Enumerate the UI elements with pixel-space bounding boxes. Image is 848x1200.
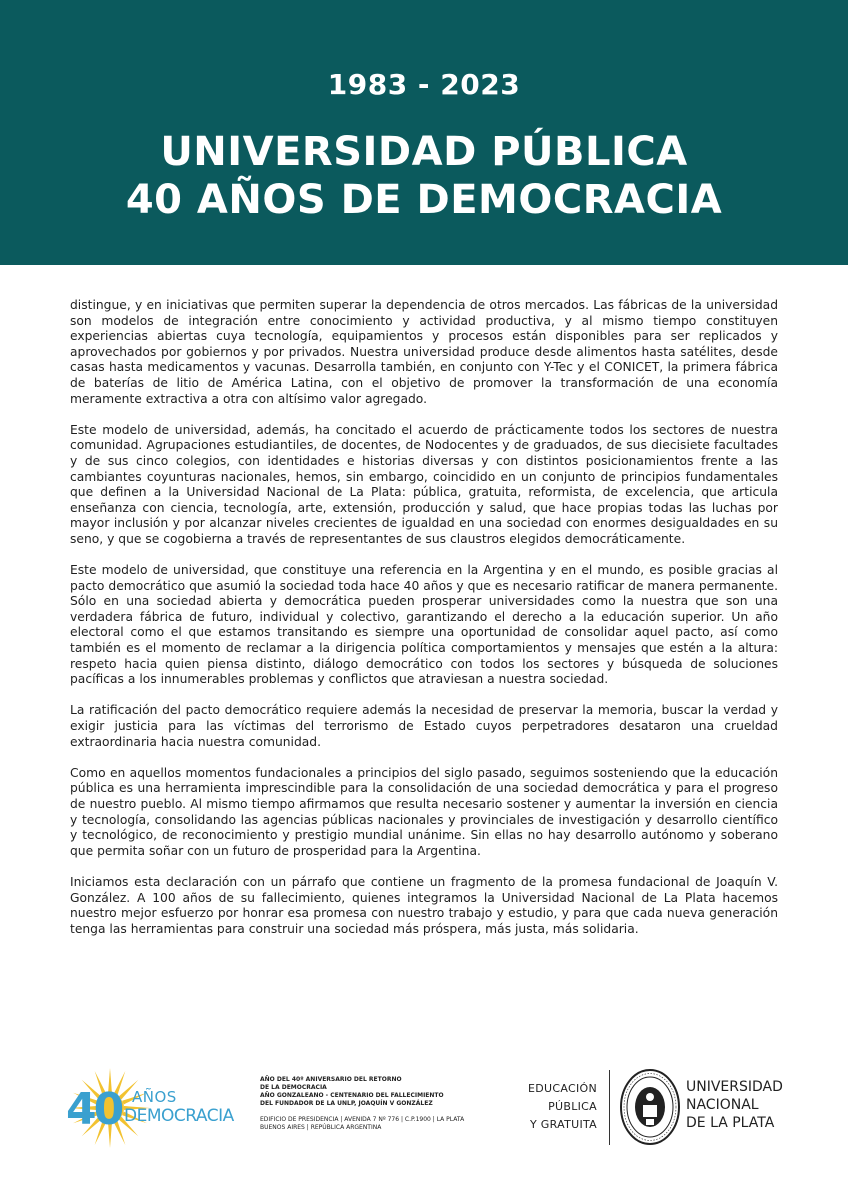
logo-democracia-text: DEMOCRACIA <box>124 1106 234 1126</box>
address-line-2: BUENOS AIRES | REPÚBLICA ARGENTINA <box>260 1124 382 1131</box>
logo-anos-text: AÑOS <box>132 1088 177 1106</box>
header-banner <box>0 0 848 265</box>
edu-line-3: Y GRATUITA <box>529 1118 597 1131</box>
info-line-3: AÑO GONZALEANO - CENTENARIO DEL FALLECIMIENTO <box>260 1092 444 1099</box>
footer <box>0 1050 848 1200</box>
title-line-2: 40 AÑOS DE DEMOCRACIA <box>125 177 723 223</box>
paragraph-4: La ratificación del pacto democrático requiere además la necesidad de preservar la memoria, buscar la verdad y exigir justicia para las víctimas del terrorismo de Estado cuyos perpetradores desataron una crueldad extraordinaria hacia nuestra comunidad. <box>70 703 778 749</box>
footer-divider <box>609 1070 610 1145</box>
years-heading: 1983 - 2023 <box>327 68 521 101</box>
paragraph-2: Este modelo de universidad, además, ha concitado el acuerdo de prácticamente todos los sectores de nuestra comunidad. Agrupaciones estudiantiles, de docentes, de Nodocentes y de graduados, de sus diecisiete facultades y de sus cinco colegios, con identidades e historias diversas y con distintos posicionamientos frente a las cambiantes coyunturas nacionales, hemos, sin embargo, coincidido en un conjunto de principios fundamentales que definen a la Universidad Nacional de La Plata: pública, gratuita, reformista, de excelencia, que articula enseñanza con ciencia, tecnología, arte, extensión, producción y salud, que hace propias todas las luchas por mayor inclusión y por alcanzar niveles crecientes de igualdad en una sociedad con enormes desigualdades en su seno, y que se cogobierna a través de representantes de sus claustros elegidos democráticamente. <box>70 422 778 546</box>
page-title <box>0 128 848 224</box>
unlp-line-3: DE LA PLATA <box>686 1115 775 1131</box>
logo-number: 40 <box>66 1084 122 1135</box>
university-seal-icon <box>619 1067 681 1147</box>
info-line-2: DE LA DEMOCRACIA <box>260 1084 327 1091</box>
forty-years-democracy-logo <box>62 1064 262 1154</box>
paragraph-1: distingue, y en iniciativas que permiten superar la dependencia de otros mercados. Las fábricas de la universidad son modelos de integración entre conocimiento y actividad productiva, y al mismo tiempo constituyen experiencias abiertas cuya tecnología, equipamientos y procesos están disponibles para ser replicados y aprovechados por gobiernos y por privados. Nuestra universidad produce desde alimentos hasta satélites, desde casas hasta medicamentos y vacunas. Desarrolla también, en conjunto con Y-Tec y el CONICET, la primera fábrica de baterías de litio de América Latina, con el objetivo de promover la transformación de una economía meramente extractiva a otra con altísimo valor agregado. <box>70 298 778 406</box>
declaration-body <box>70 298 778 953</box>
address-line-1: EDIFICIO DE PRESIDENCIA | AVENIDA 7 Nº 776 | C.P.1900 | LA PLATA <box>260 1116 465 1123</box>
edu-line-1: EDUCACIÓN <box>528 1082 597 1095</box>
paragraph-6: Iniciamos esta declaración con un párrafo que contiene un fragmento de la promesa fundacional de Joaquín V. González. A 100 años de su fallecimiento, quienes integramos la Universidad Nacional de La Plata hacemos nuestro mejor esfuerzo por honrar esa promesa con nuestro trabajo y estudio, y para que cada nueva generación tenga las herramientas para construir una sociedad más próspera, más justa, más solidaria. <box>70 874 778 936</box>
paragraph-5: Como en aquellos momentos fundacionales a principios del siglo pasado, seguimos sosteniendo que la educación pública es una herramienta imprescindible para la consolidación de una sociedad democrática y para el progreso de nuestro pueblo. Al mismo tiempo afirmamos que resulta necesario sostener y aumentar la inversión en ciencia y tecnología, consolidando las agencias públicas nacionales y provinciales de investigación y desarrollo científico y tecnológico, de reconocimiento y prestigio mundial unánime. Sin ellas no hay desarrollo autónomo y soberano que permita soñar con un futuro de prosperidad para la Argentina. <box>70 765 778 858</box>
info-line-4: DEL FUNDADOR DE LA UNLP, JOAQUÍN V GONZÁLEZ <box>260 1100 433 1107</box>
info-line-1: AÑO DEL 40º ANIVERSARIO DEL RETORNO <box>260 1076 402 1083</box>
university-name <box>686 1078 796 1132</box>
unlp-line-2: NACIONAL <box>686 1097 759 1113</box>
footer-info <box>260 1076 500 1132</box>
title-line-1: UNIVERSIDAD PÚBLICA <box>160 129 688 175</box>
paragraph-3: Este modelo de universidad, que constituye una referencia en la Argentina y en el mundo, es posible gracias al pacto democrático que asumió la sociedad toda hace 40 años y que es necesario ratificar de manera permanente. Sólo en una sociedad abierta y democrática pueden prosperar universidades como la nuestra que son una verdadera fábrica de futuro, individual y colectivo, garantizando el derecho a la educación superior. Un año electoral como el que estamos transitando es siempre una oportunidad de consolidar aquel pacto, así como también es el momento de reclamar a la dirigencia política comportamientos y mensajes que estén a la altura: respeto hacia quien piensa distinto, diálogo democrático con todos los sectores y búsqueda de soluciones pacíficas a los innumerables problemas y conflictos que atraviesan a nuestra sociedad. <box>70 563 778 687</box>
education-motto <box>505 1080 597 1134</box>
edu-line-2: PÚBLICA <box>548 1100 597 1113</box>
unlp-line-1: UNIVERSIDAD <box>686 1079 783 1095</box>
